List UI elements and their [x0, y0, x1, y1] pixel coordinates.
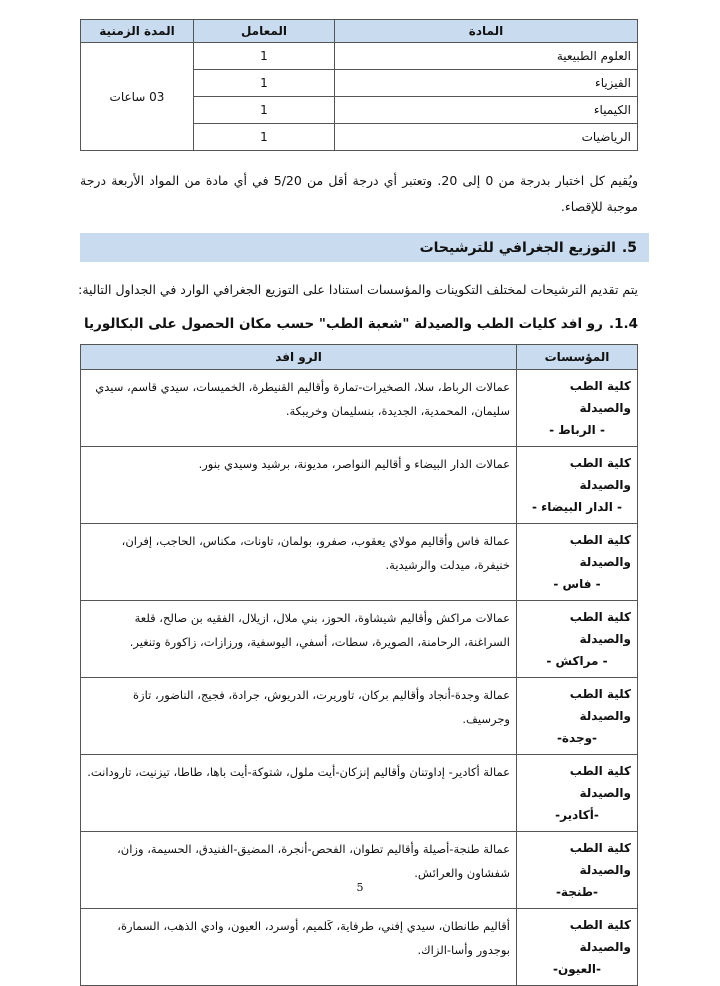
subject-cell: الفيزياء [335, 70, 638, 97]
subjects-table-header [81, 20, 638, 43]
subject-cell: الكيمياء [335, 97, 638, 124]
intro-text: يتم تقديم الترشيحات لمختلف التكوينات والمؤسسات استنادا على التوزيع الجغرافي الوارد في الجداول التالية: [78, 282, 638, 297]
coefficient-cell: 1 [194, 97, 335, 124]
institution-city: -أكادير- [555, 808, 599, 822]
institution-cell [517, 370, 638, 447]
institution-name: كلية الطب والصيدلة [569, 841, 631, 877]
table-row [81, 678, 638, 755]
subject-cell: العلوم الطبيعية [335, 43, 638, 70]
subjects-table [80, 19, 638, 151]
section-title: التوزيع الجغرافي للترشيحات [419, 239, 616, 256]
header-coefficient: المعامل [194, 20, 335, 43]
table-row [81, 43, 638, 70]
institution-name: كلية الطب والصيدلة [569, 533, 631, 569]
institution-city: -العيون- [552, 962, 602, 976]
institution-city: - مراكش - [546, 654, 608, 668]
header-regions: الرو افد [81, 345, 517, 370]
institution-city: - الرباط - [549, 423, 605, 437]
subsection-heading [84, 316, 638, 332]
institution-name: كلية الطب والصيدلة [569, 918, 631, 954]
institution-cell [517, 601, 638, 678]
regions-cell: عمالات مراكش وأقاليم شيشاوة، الحوز، بني ملال، ازيلال، الفقيه بن صالح، قلعة السراغنة، الرحامنة، الصويرة، سطات، أسفي، اليوسفية، ورزازات، زاكورة وتنغير. [81, 601, 517, 678]
table-row [81, 370, 638, 447]
grading-paragraph: ويُقيم كل اختبار بدرجة من 0 إلى 20. وتعتبر أي درجة أقل من 5/20 في أي مادة من المواد الأربعة درجة موجبة للإقصاء. [80, 173, 638, 214]
regions-cell: عمالة أكادير- إداوتنان وأقاليم إنزكان-أيت ملول، شتوكة-أيت باها، طاطا، تيزنيت، تارودانت. [81, 755, 517, 832]
duration-cell: 03 ساعات [81, 43, 194, 151]
subsection-number: 1.4. [608, 316, 638, 332]
table-row [81, 601, 638, 678]
table-row [81, 909, 638, 986]
institution-city: - فاس - [553, 577, 601, 591]
institution-cell [517, 447, 638, 524]
institution-name: كلية الطب والصيدلة [569, 456, 631, 492]
faculties-table-header [81, 345, 638, 370]
institution-city: - الدار البيضاء - [532, 500, 622, 514]
coefficient-cell: 1 [194, 124, 335, 151]
regions-cell: عمالة طنجة-أصيلة وأقاليم تطوان، الفحص-أنجرة، المضيق-الفنيدق، الحسيمة، وزان، شفشاون والعرائش. [81, 832, 517, 909]
subject-cell: الرياضيات [335, 124, 638, 151]
table-row [81, 755, 638, 832]
institution-name: كلية الطب والصيدلة [569, 379, 631, 415]
regions-cell: أقاليم طانطان، سيدي إفني، طرفاية، كَلميم، أوسرد، العيون، وادي الذهب، السمارة، بوجدور وأسا-الزاك. [81, 909, 517, 986]
header-subject: المادة [335, 20, 638, 43]
institution-city: -وجدة- [556, 731, 598, 745]
institution-city: -طنجة- [555, 885, 599, 899]
institution-cell [517, 909, 638, 986]
section-number: 5. [621, 239, 637, 256]
regions-cell: عمالات الرباط، سلا، الصخيرات-تمارة وأقاليم القنيطرة، الخميسات، سيدي قاسم، سيدي سليمان، المحمدية، الجديدة، بنسليمان وخريبكة. [81, 370, 517, 447]
subsection-title: رو افد كليات الطب والصيدلة "شعبة الطب" حسب مكان الحصول على البكالوريا [83, 316, 603, 332]
regions-cell: عمالة وجدة-أنجاد وأقاليم بركان، تاوريرت، الدريوش، جرادة، فجيج، الناضور، تازة وجرسيف. [81, 678, 517, 755]
header-duration: المدة الزمنية [81, 20, 194, 43]
table-row [81, 832, 638, 909]
institution-cell [517, 832, 638, 909]
institution-name: كلية الطب والصيدلة [569, 610, 631, 646]
institution-cell [517, 524, 638, 601]
institution-name: كلية الطب والصيدلة [569, 687, 631, 723]
institution-cell [517, 678, 638, 755]
page-number: 5 [356, 881, 364, 894]
regions-cell: عمالات الدار البيضاء و أقاليم النواصر، مديونة، برشيد وسيدي بنور. [81, 447, 517, 524]
coefficient-cell: 1 [194, 43, 335, 70]
regions-cell: عمالة فاس وأقاليم مولاي يعقوب، صفرو، بولمان، تاونات، مكناس، الحاجب، إفران، خنيفرة، ميدلت والرشيدية. [81, 524, 517, 601]
institution-cell [517, 755, 638, 832]
coefficient-cell: 1 [194, 70, 335, 97]
table-row [81, 447, 638, 524]
institution-name: كلية الطب والصيدلة [569, 764, 631, 800]
header-institution: المؤسسات [517, 345, 638, 370]
section-heading [80, 233, 649, 262]
table-row [81, 524, 638, 601]
